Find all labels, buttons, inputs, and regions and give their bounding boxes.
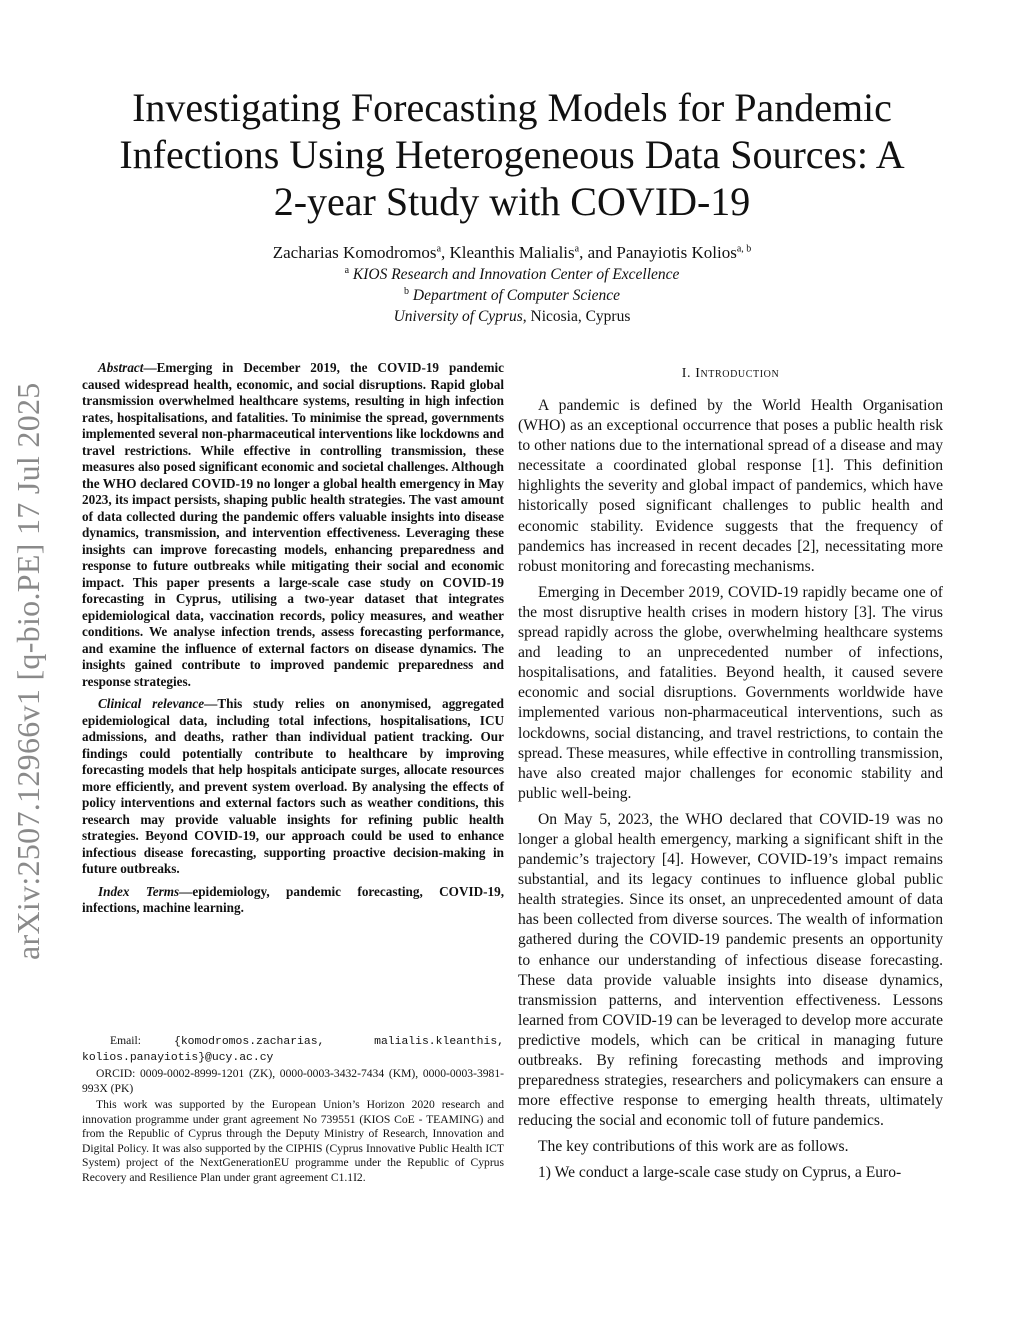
abstract-label: Abstract — [98, 360, 144, 375]
introduction-section — [518, 360, 943, 1184]
affiliation-a — [80, 264, 944, 285]
intro-paragraph-2: Emerging in December 2019, COVID-19 rapidly became one of the most disruptive health crises in modern history [3]. The virus spread rapidly across the globe, overwhelming healthcare systems and leading to an unprecedented number of infections, hospitalisations, and fatalities. Beyond health, it caused severe economic and social disruptions. Governments worldwide have implemented various non-pharmaceutical interventions, such as lockdowns, social distancing, and travel restrictions, to contain the spread. These measures, while effective in controlling transmission, have also created major challenges for economic stability and public well-being. — [518, 583, 943, 802]
paper-title-line-1: Investigating Forecasting Models for Pandemic — [132, 85, 892, 130]
intro-paragraph-1: A pandemic is defined by the World Health Organisation (WHO) as an exceptional occurrence that poses a public health risk to other nations due to the international spread of a disease and may necessitate a coordinated global response [1]. This definition highlights the severity and global impact of pandemics, which have historically posed significant challenges to public health and economic stability. Evidence suggests that the frequency of pandemics has increased in recent decades [2], necessitating more robust monitoring and forecasting mechanisms. — [518, 397, 943, 575]
affiliation-marker: a — [344, 264, 350, 276]
intro-paragraph-3: On May 5, 2023, the WHO declared that COVID-19 was no longer a global health emergency, marking a significant shift in the pandemic’s trajectory [4]. However, COVID-19’s impact remains substantial, and its legacy continues to influence global public health strategies. Since its onset, an unprecedented amount of data has been collected from diverse sources. The wealth of information gathered during the COVID-19 pandemic presents an opportunity to enhance our understanding of infectious disease forecasting. These data provide valuable insights into disease dynamics, transmission patterns, and intervention effectiveness. Lessons learned from COVID-19 can be leveraged to develop more accurate predictive models, which can be critical in managing future outbreaks. By refining forecasting methods and improving preparedness strategies, researchers and policymakers can ensure a more effective response to emerging health threats, ultimately reducing the social and economic toll of future pandemics. — [518, 810, 943, 1130]
author-name: Kleanthis Malialis — [449, 243, 575, 262]
author-list: Zacharias Komodromos$^a$, Kleanthis Malialis$^a$, and Panayiotis Kolios$^{a, b}$ — [272, 243, 752, 262]
university-name: University of Cyprus — [393, 308, 523, 325]
email-label: Email: — [110, 1034, 141, 1047]
affiliation-marker: b — [404, 285, 410, 297]
section-title: Introduction — [695, 366, 780, 381]
clinical-relevance-label: Clinical relevance — [98, 696, 205, 711]
email-addresses: {komodromos.zacharias, malialis.kleanthis, kolios.panayiotis}@ucy.ac.cy — [82, 1036, 504, 1064]
author-name: and Panayiotis Kolios — [587, 243, 737, 262]
affiliation-text: KIOS Research and Innovation Center of Excellence — [352, 266, 680, 283]
footnote-funding: This work was supported by the European Union’s Horizon 2020 research and innovation programme under grant agreement No 739551 (KIOS CoE - TEAMING) and from the Republic of Cyprus through the Deputy Ministry of Research, Innovation and Digital Policy. It was also supported by the CIPHIS (Cyprus Innovative Public Health ICT System) project of the NextGenerationEU programme under the Republic of Cyprus Recovery and Resilience Plan under grant agreement C1.1I2. — [82, 1098, 504, 1184]
section-number: I. — [681, 366, 692, 381]
paper-title-line-2: Infections Using Heterogeneous Data Sources: A — [119, 132, 905, 177]
footnote-orcid: ORCID: 0009-0002-8999-1201 (ZK), 0000-0003-3432-7434 (KM), 0000-0003-3981-993X (PK) — [82, 1067, 504, 1095]
index-terms-text: —epidemiology, pandemic forecasting, COVID-19, infections, machine learning. — [82, 883, 504, 915]
clinical-relevance-text: —This study relies on anonymised, aggregated epidemiological data, including total infections, hospitalisations, ICU admissions, and deaths, rather than individual patient tracking. Our findings could potentially contribute to healthcare by improving forecasting models that help hospitals anticipate surges, allocate resources more efficiently, and prevent system overload. By analysing the effects of policy interventions and external factors such as weather conditions, this research may provide valuable insights for refining public health strategies. Beyond COVID-19, our approach could be used to enhance infectious disease forecasting, supporting proactive decision-making in future outbreaks. — [82, 696, 504, 876]
footnote-email — [82, 1034, 504, 1065]
footnote — [82, 1034, 504, 1187]
index-terms-label: Index Terms — [98, 883, 180, 899]
affiliation-marker: a — [574, 243, 580, 255]
paper-header — [80, 84, 944, 327]
affiliation-marker: a, b — [736, 243, 752, 255]
contribution-list-item: 1) We conduct a large-scale case study on Cyprus, a Euro- — [538, 1164, 902, 1182]
abstract-text: —Emerging in December 2019, the COVID-19 pandemic caused widespread health, economic, and social disruptions. Rapid global transmission overwhelmed healthcare systems, resulting in high infection rates, hospitalisations, and fatalities. To minimise the spread, governments implemented several non-pharmaceutical interventions like lockdowns and travel restrictions. While effective in controlling transmission, these measures also posed significant economic and societal challenges. Although the WHO declared COVID-19 no longer a global health emergency in May 2023, its impact persists, shaping public health strategies. The vast amount of data collected during the pandemic offers valuable insights into disease dynamics, transmission, and intervention effectiveness. Leveraging these insights can improve forecasting models, enhancing preparedness and response to future outbreaks while mitigating their social and economic impact. This paper presents a large-scale case study on COVID-19 forecasting in Cyprus, utilising a two-year dataset that integrates epidemiological data, vaccination records, policy measures, and weather conditions. We analyse infection trends, assess forecasting performance, and examine the influence of external factors on disease dynamics. The insights gained contribute to improved pandemic preparedness and response strategies. — [82, 360, 504, 689]
section-heading — [518, 366, 943, 382]
intro-paragraph-4: The key contributions of this work are as follows. — [538, 1138, 849, 1156]
author-name: Zacharias Komodromos — [272, 243, 437, 262]
abstract-section — [82, 360, 504, 923]
affiliation-text: Department of Computer Science — [412, 287, 620, 304]
affiliation-university — [80, 306, 944, 327]
university-city: , Nicosia, Cyprus — [522, 308, 631, 325]
abstract-paragraph — [82, 360, 504, 690]
clinical-relevance-paragraph — [82, 696, 504, 878]
arxiv-identifier: arXiv:2507.12966v1 [q-bio.PE] 17 Jul 2025 — [10, 382, 46, 960]
index-terms-paragraph — [82, 884, 504, 917]
affiliation-marker: a — [436, 243, 442, 255]
affiliation-b — [80, 285, 944, 306]
paper-title-line-3: 2-year Study with COVID-19 — [273, 179, 751, 224]
